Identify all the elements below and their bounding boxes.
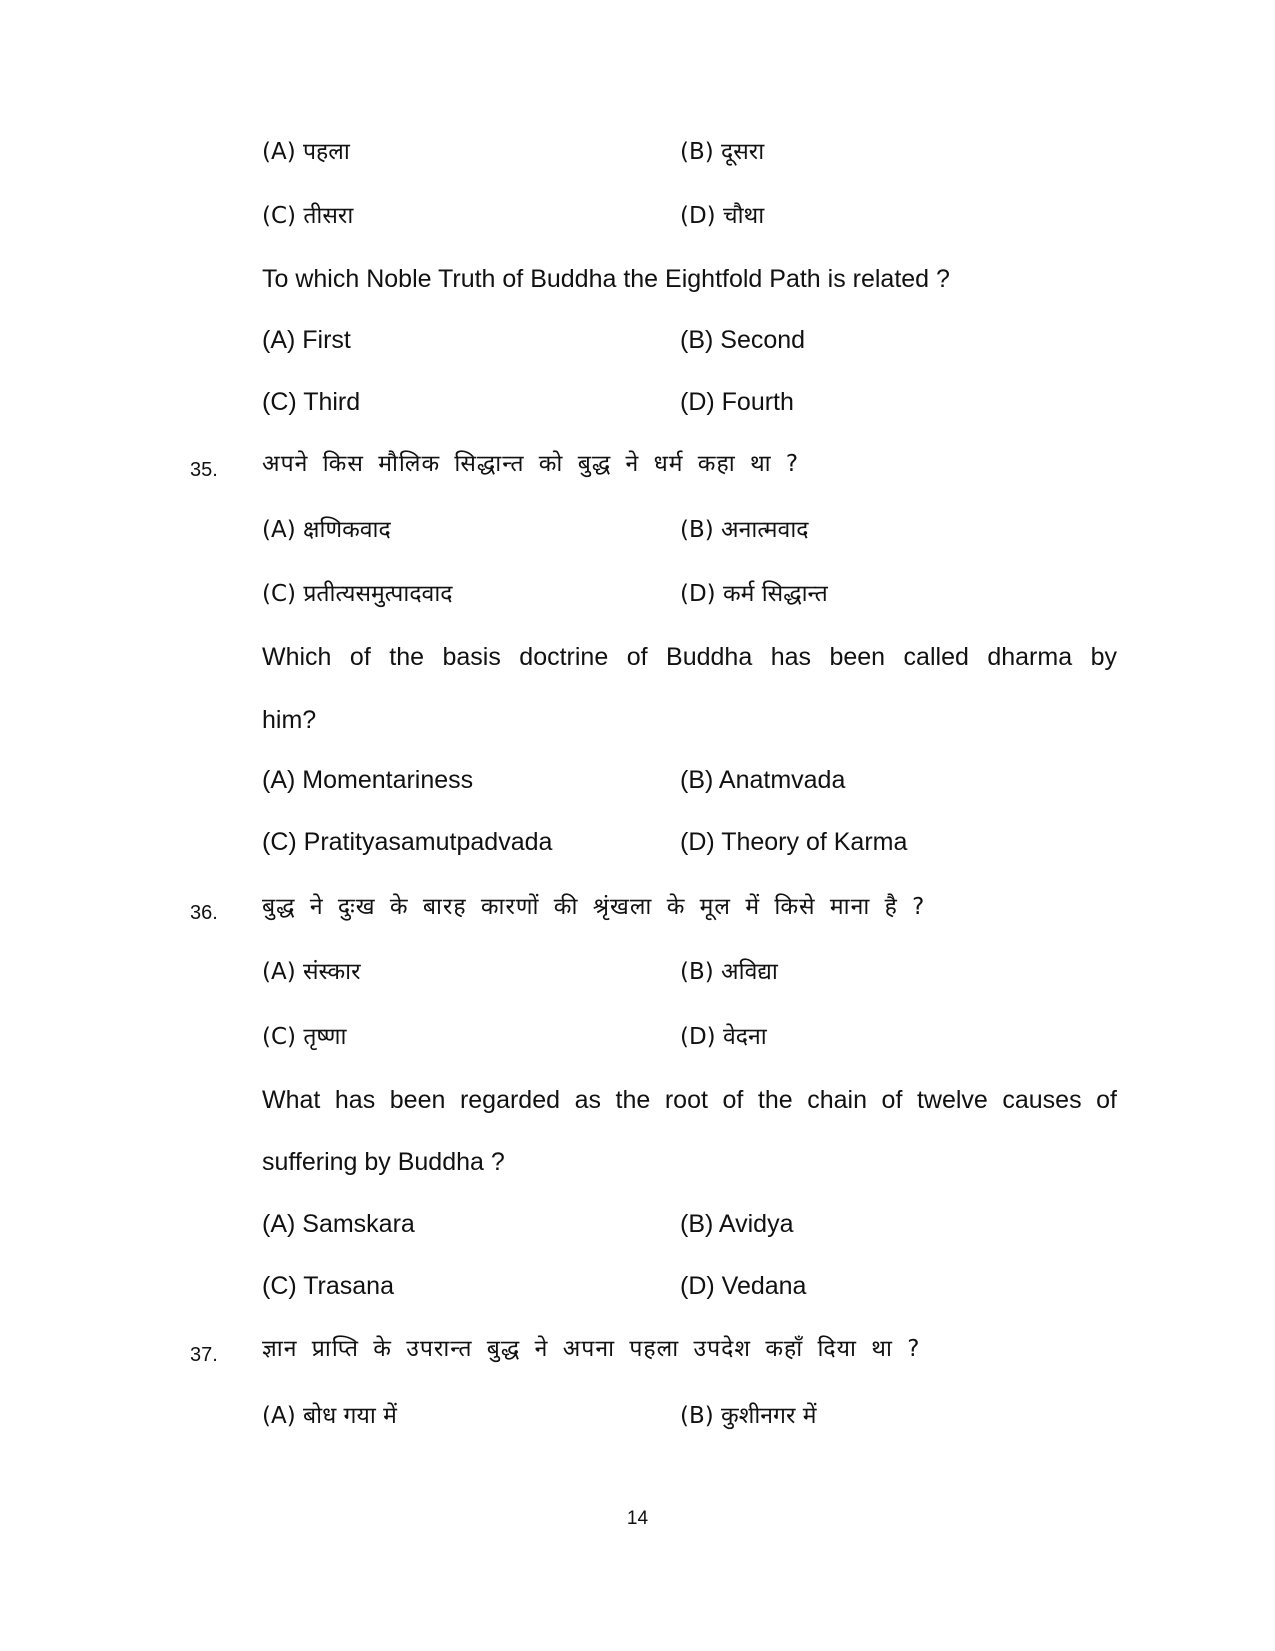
q34-question-en: To which Noble Truth of Buddha the Eightfold Path is related ? bbox=[262, 265, 950, 293]
q35-question-en-line-2: him? bbox=[262, 706, 317, 734]
q36-question-en-line-2: suffering by Buddha ? bbox=[262, 1148, 505, 1176]
question-number-35: 35. bbox=[190, 459, 218, 481]
q35-question-hi: अपने किस मौलिक सिद्धान्त को बुद्ध ने धर्म कहा था ? bbox=[262, 451, 800, 477]
q34-option-c-en: (C) Third bbox=[262, 388, 361, 416]
q35-option-c-hi: (C) प्रतीत्यसमुत्पादवाद bbox=[262, 581, 453, 607]
q35-option-c-en: (C) Pratityasamutpadvada bbox=[262, 828, 553, 856]
q35-option-b-en: (B) Anatmvada bbox=[680, 766, 846, 794]
q36-question-hi: बुद्ध ने दुःख के बारह कारणों की श्रृंखला के मूल में किसे माना है ? bbox=[262, 894, 926, 920]
q37-option-a-hi: (A) बोध गया में bbox=[262, 1403, 397, 1429]
q34-option-b-hi: (B) दूसरा bbox=[680, 139, 765, 165]
q34-option-c-hi: (C) तीसरा bbox=[262, 203, 354, 229]
q36-option-c-hi: (C) तृष्णा bbox=[262, 1024, 347, 1050]
q36-option-b-en: (B) Avidya bbox=[680, 1210, 794, 1238]
q34-option-d-en: (D) Fourth bbox=[680, 388, 794, 416]
q35-question-en-line-1: Which of the basis doctrine of Buddha has been called dharma by bbox=[262, 643, 1117, 671]
q36-option-d-en: (D) Vedana bbox=[680, 1272, 807, 1300]
q36-option-a-hi: (A) संस्कार bbox=[262, 959, 361, 985]
q36-option-d-hi: (D) वेदना bbox=[680, 1024, 767, 1050]
q36-option-b-hi: (B) अविद्या bbox=[680, 959, 778, 985]
q34-option-d-hi: (D) चौथा bbox=[680, 203, 765, 229]
q37-question-hi: ज्ञान प्राप्ति के उपरान्त बुद्ध ने अपना पहला उपदेश कहाँ दिया था ? bbox=[262, 1336, 921, 1362]
q35-option-d-en: (D) Theory of Karma bbox=[680, 828, 908, 856]
q35-option-b-hi: (B) अनात्मवाद bbox=[680, 517, 809, 543]
page-number: 14 bbox=[626, 1508, 649, 1529]
q35-option-d-hi: (D) कर्म सिद्धान्त bbox=[680, 581, 828, 607]
q35-option-a-hi: (A) क्षणिकवाद bbox=[262, 517, 391, 543]
q36-option-a-en: (A) Samskara bbox=[262, 1210, 415, 1238]
question-number-37: 37. bbox=[190, 1344, 218, 1366]
q36-option-c-en: (C) Trasana bbox=[262, 1272, 394, 1300]
q37-option-b-hi: (B) कुशीनगर में bbox=[680, 1403, 817, 1429]
q34-option-b-en: (B) Second bbox=[680, 326, 806, 354]
q36-question-en-line-1: What has been regarded as the root of the chain of twelve causes of bbox=[262, 1086, 1117, 1114]
q34-option-a-en: (A) First bbox=[262, 326, 351, 354]
q35-option-a-en: (A) Momentariness bbox=[262, 766, 474, 794]
question-number-36: 36. bbox=[190, 902, 218, 924]
q34-option-a-hi: (A) पहला bbox=[262, 139, 350, 165]
